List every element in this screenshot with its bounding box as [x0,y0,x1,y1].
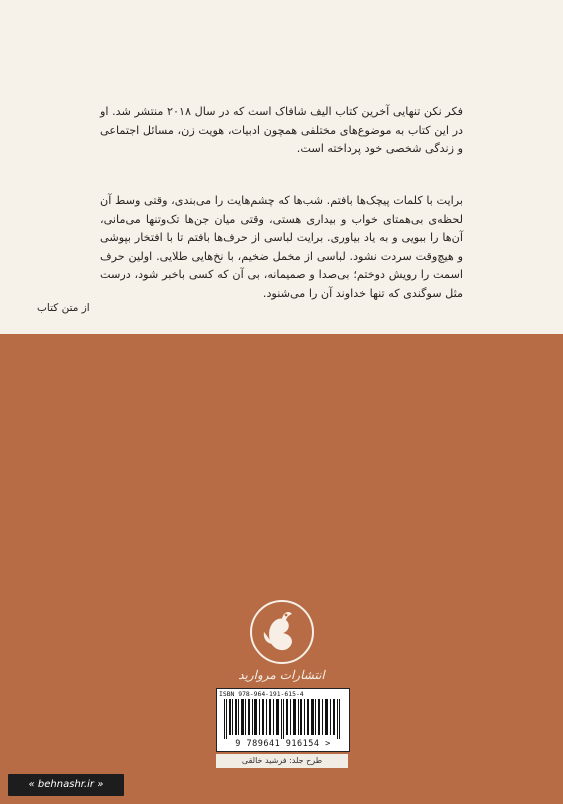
bird-logo-icon [248,598,316,666]
blurb-source: از متن کتاب [37,302,90,314]
site-watermark: « behnashr.ir » [8,774,124,796]
blurb-paragraph-2: برایت با کلمات پیچک‌ها بافتم. شب‌ها که چشم‌هایت را می‌بندی، وقتی وسط آن لحظه‌ی بی‌همتای خواب و بیداری هستی، وقتی میان جن‌ها تک‌وتنها می‌مانی، آن‌ها را ببویی و به یاد بیاوری. برایت لباسی از حرف‌ها بافتم تا با افتخار بپوشی و هیچ‌وقت سردت نشود. لباسی از مخمل ضخیم، با نخ‌هایی طلایی. اولین حرف اسمت را رویش دوختم؛ بی‌صدا و صمیمانه، بی آن که کسی باخبر شود، درست مثل سوگندی که تنها خداوند آن را می‌شنود. [100,194,463,300]
barcode-bars [224,699,342,739]
barcode-panel [216,688,350,752]
cover-design-credit: طرح جلد: فرشید خالقی [216,754,348,768]
publisher-name: انتشارات مروارید [238,668,325,682]
isbn-text: ISBN 978-964-191-615-4 [219,690,304,698]
barcode-number: 9 789641 916154 > [235,739,331,749]
blurb-paragraph-1: فکر نکن تنهایی آخرین کتاب الیف شافاک است که در سال ۲۰۱۸ منتشر شد. او در این کتاب به موضوع‌های مختلفی همچون ادبیات، هویت زن، مسائل اجتماعی و زندگی شخصی خود پرداخته است. [100,105,463,156]
